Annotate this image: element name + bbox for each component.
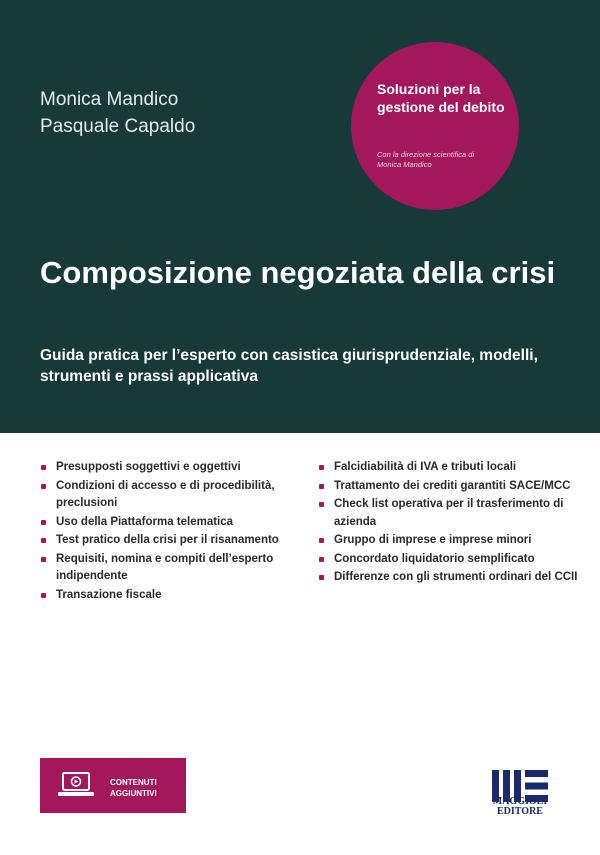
- list-item: Concordato liquidatorio semplificato: [318, 551, 580, 569]
- bullet-icon: [319, 557, 324, 562]
- list-item: Uso della Piattaforma telematica: [40, 514, 298, 532]
- topics-list-right: [318, 459, 580, 588]
- laptop-icon: [56, 768, 96, 802]
- series-title: Soluzioni per la gestione del debito: [377, 81, 505, 115]
- list-item: Presupposti soggettivi e oggettivi: [40, 459, 298, 477]
- bullet-icon: [319, 484, 324, 489]
- series-direction: Con la direzione scientifica di Monica Mandico: [377, 150, 475, 169]
- bullet-icon: [41, 593, 46, 598]
- book-subtitle: Guida pratica per l’esperto con casistica giurisprudenziale, modelli, strumenti e prassi applicativa: [40, 347, 538, 385]
- bullet-icon: [319, 465, 324, 470]
- author-name: Monica Mandico: [40, 89, 179, 110]
- bullet-icon: [41, 520, 46, 525]
- bullet-icon: [319, 538, 324, 543]
- list-item: Requisiti, nomina e compiti dell’esperto indipendente: [40, 551, 298, 586]
- book-title: Composizione negoziata della crisi: [40, 255, 556, 290]
- extra-content-label: CONTENUTI AGGIUNTIVI: [110, 778, 157, 798]
- list-item: Transazione fiscale: [40, 587, 298, 605]
- bullet-icon: [319, 502, 324, 507]
- list-item: Test pratico della crisi per il risanamento: [40, 532, 298, 550]
- series-badge: [351, 42, 519, 210]
- author-name: Pasquale Capaldo: [40, 116, 196, 137]
- list-item: Check list operativa per il trasferimento di azienda: [318, 496, 580, 531]
- list-item: Falcidiabilità di IVA e tributi locali: [318, 459, 580, 477]
- bullet-icon: [41, 484, 46, 489]
- publisher-name: MAGGIOLI EDITORE: [492, 796, 548, 817]
- bullet-icon: [319, 575, 324, 580]
- list-item: Trattamento dei crediti garantiti SACE/MCC: [318, 478, 580, 496]
- list-item: Differenze con gli strumenti ordinari del CCII: [318, 569, 580, 587]
- list-item: Condizioni di accesso e di procedibilità, preclusioni: [40, 478, 298, 513]
- authors: [40, 86, 195, 140]
- topics-list-left: [40, 459, 298, 605]
- list-item: Gruppo di imprese e imprese minori: [318, 532, 580, 550]
- bullet-icon: [41, 465, 46, 470]
- bullet-icon: [41, 538, 46, 543]
- bullet-icon: [41, 557, 46, 562]
